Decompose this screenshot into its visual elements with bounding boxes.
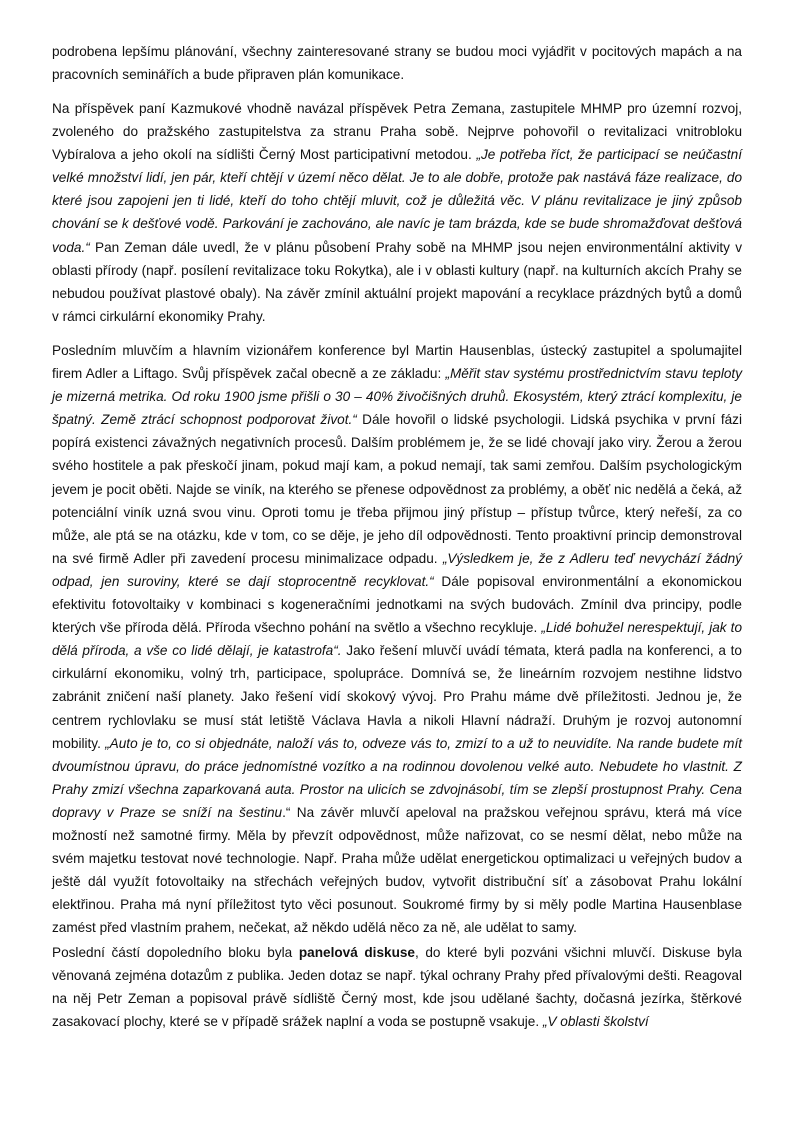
paragraph-hausenblas	[52, 339, 742, 939]
paragraph-panel-discussion	[52, 941, 742, 1033]
text-run: , do které byli pozváni všichni mluvčí. Diskuse byla věnovaná zejména dotazům z publika. Jeden dotaz se např. týkal ochrany Prahy před přívalovými dešti. Reagoval na něj Petr Zeman a popisoval právě sídliště Černý most, kde jsou udělané šachty, dočasná jezírka, štěrkové zasakovací plochy, které se v případě srážek naplní a voda se postupně vsakuje.	[52, 945, 742, 1030]
text-run: Dále popisoval environmentální a ekonomickou efektivitu fotovoltaiky v kombinaci s kogeneračními jednotkami na svých budovách. Zmínil dva principy, podle kterých vše příroda dělá. Příroda všechno pohání na světlo a všechno recykluje.	[52, 573, 742, 636]
text-run: Posledním mluvčím a hlavním vizionářem konference byl Martin Hausenblas, ústecký zastupitel a spolumajitel firem Adler a Liftago. Svůj příspěvek začal obecně a ze základu:	[52, 343, 742, 382]
text-run: Na příspěvek paní Kazmukové vhodně navázal příspěvek Petra Zemana, zastupitele MHMP pro územní rozvoj, zvoleného do pražského zastupitelstva za stranu Praha sobě. Nejprve pohovořil o revitalizaci vnitrobloku Vybíralova a jeho okolí na sídlišti Černý Most participativní metodou.	[52, 101, 742, 163]
quote-run: „Lidé bohužel nerespektují, jak to dělá příroda, a vše co lidé dělají, je katastrofa“.	[52, 620, 742, 659]
text-run: Jako řešení mluvčí uvádí témata, která padla na konferenci, a to cirkulární ekonomiku, volný trh, participace, spolupráce. Domnívá se, že lineárním rozvojem nestihne lidstvo zabránit zničení naší planety. Jako řešení vidí skokový vývoj. Pro Prahu máme dvě příležitosti. Jednou je, že centrem rychlovlaku se musí stát letiště Václava Havla a nikoli Hlavní nádraží. Druhým je rozvoj autonomní mobility.	[52, 643, 742, 751]
quote-run: „V oblasti školství	[542, 1014, 649, 1030]
quote-run: „Výsledkem je, že z Adleru teď nevychází žádný odpad, jen suroviny, které se dají stoprocentně recyklovat.“	[52, 550, 742, 589]
quote-run: „Měřit stav systému prostřednictvím stavu teploty je mizerná metrika. Od roku 1900 jsme přišli o 30 – 40% živočišných druhů. Ekosystém, který ztrácí komplexitu, je špatný. Země ztrácí schopnost podporovat život.“	[52, 366, 743, 428]
paragraph-planning	[52, 40, 742, 86]
paragraph-zeman	[52, 97, 742, 328]
quote-run: „Auto je to, co si objednáte, naloží vás to, odveze vás to, zmizí to a už to neuvidíte. Na rande budete mít dvoumístnou úpravu, do práce jednomístné vozítko a na rodinnou dovolenou velké auto. Nebudete ho vlastnit. Z Prahy zmizí všechna zaparkovaná auta. Prostor na ulicích se zdvojnásobí, tím se zlepší prostupnost Prahy. Cena dopravy v Praze se sníží na šestinu	[52, 735, 742, 820]
text-run: .“ Na závěr mluvčí apeloval na pražskou veřejnou správu, která má více možností než samotné firmy. Měla by převzít odpovědnost, může nařizovat, co se nesmí dělat, nebo může na svém majetku testovat nové technologie. Např. Praha může udělat energetickou optimalizaci u veřejných budov a ještě dál využít fotovoltaiky na střechách veřejných budov, vytvořit distribuční síť a zásobovat Prahu lokální elektřinou. Praha má nyní příležitost tyto věci posunout. Soukromé firmy by si měly podle Martina Hausenblase zamést před vlastním prahem, nečekat, až někdo udělá něco za ně, ale udělat to samy.	[52, 804, 743, 936]
text-run: Pan Zeman dále uvedl, že v plánu působení Prahy sobě na MHMP jsou nejen environmentální aktivity v oblasti přírody (např. posílení revitalizace toku Rokytka), ale i v oblasti kultury (např. na kulturních akcích Prahy se nebudou používat plastové obaly). Na závěr zmínil aktuální projekt mapování a recyklace prázdných bytů a domů v rámci cirkulární ekonomiky Prahy.	[52, 239, 742, 324]
text-run: Dále hovořil o lidské psychologii. Lidská psychika v první fázi popírá existenci závažných negativních procesů. Dalším problémem je, že se lidé chovají jako viry. Žerou a žerou svého hostitele a pak přeskočí jinam, pokud mají kam, a pokud nemají, tak sami zemřou. Dalším psychologickým jevem je pocit oběti. Najde se viník, na kterého se přenese odpovědnost za problémy, a oběť nic nedělá a čeká, až potenciální viník uzná svou vinu. Oproti tomu je třeba přijmou jiný přístup – přístup tvůrce, který neřeší, za co může, ale ptá se na otázku, kde v tom, co se děje, je jeho díl odpovědnosti. Tento proaktivní princip demonstroval na své firmě Adler při zavedení procesu minimalizace odpadu.	[52, 412, 742, 566]
bold-run: panelová diskuse	[298, 945, 415, 960]
text-run: Poslední částí dopoledního bloku byla	[52, 945, 299, 960]
quote-run: „Je potřeba říct, že participací se neúčastní velké množství lidí, jen pár, kteří chtějí v území něco dělat. Je to ale dobře, protože pak nastává fáze realizace, do které jsou zapojeni jen ti lidé, kteří do toho chtějí mluvit, což je důležitá věc. V plánu revitalizace je jiný způsob chování se k dešťové vodě. Parkování je zachováno, ale navíc je tam brázda, kde se bude shromažďovat dešťová voda.“	[52, 147, 743, 255]
text-run: podrobena lepšímu plánování, všechny zainteresované strany se budou moci vyjádřit v pocitových mapách a na pracovních seminářích a bude připraven plán komunikace.	[52, 44, 742, 83]
